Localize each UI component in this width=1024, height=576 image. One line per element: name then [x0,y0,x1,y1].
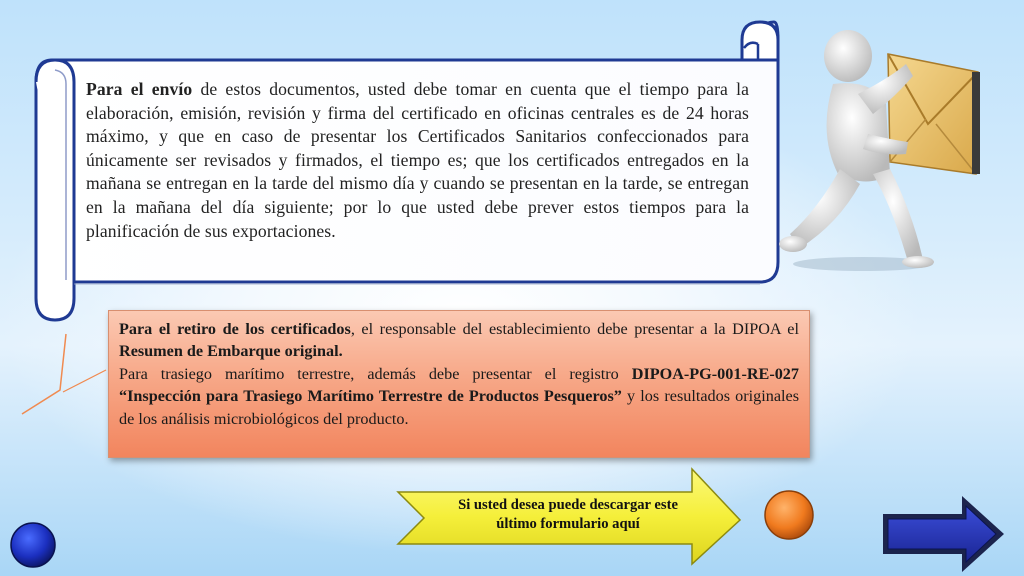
orange-action-button[interactable] [762,488,816,542]
pickup-lead: Para el retiro de los certificados [119,320,351,338]
transfer-paragraph [119,363,799,430]
shipping-time-paragraph [86,78,749,243]
decorative-lines [18,330,108,420]
transfer-text: Para trasiego marítimo terrestre, además debe presentar el registro [119,364,632,383]
next-arrow-button[interactable] [880,494,1008,574]
pickup-paragraph [119,318,799,363]
shipping-body: de estos documentos, usted debe tomar en cuenta que el tiempo para la elaboración, emisión, revisión y firma del certificado en oficinas centrales es de 24 horas máximo, y que en caso de presentar los Certificados Sanitarios confeccionados para únicamente ser revisados y firmados, el tiempo es; que los certificados entregados en la mañana se entregan en la tarde del mismo día y cuando se presentan en la tarde, se entregan en la mañana del día siguiente; por lo que usted debe prever estos tiempos para la planificación de sus exportaciones. [86,79,749,241]
shipping-lead: Para el envío [86,79,193,99]
man-carrying-envelope-illustration [778,24,988,274]
certificate-pickup-box [108,310,810,458]
transfer-text-end: y los resultados originales de los análisis microbiológicos del producto. [119,387,799,428]
download-form-link[interactable]: Si usted desea puede descargar este último formulario aquí [458,497,678,532]
transfer-register: DIPOA-PG-001-RE-027 “Inspección para Trasiego Marítimo Terrestre de Productos Pesqueros” [119,364,799,406]
blue-home-button[interactable] [8,520,58,570]
pickup-text: , el responsable del establecimiento debe presentar a la DIPOA el [350,320,799,338]
pickup-document: Resumen de Embarque original. [119,342,343,361]
